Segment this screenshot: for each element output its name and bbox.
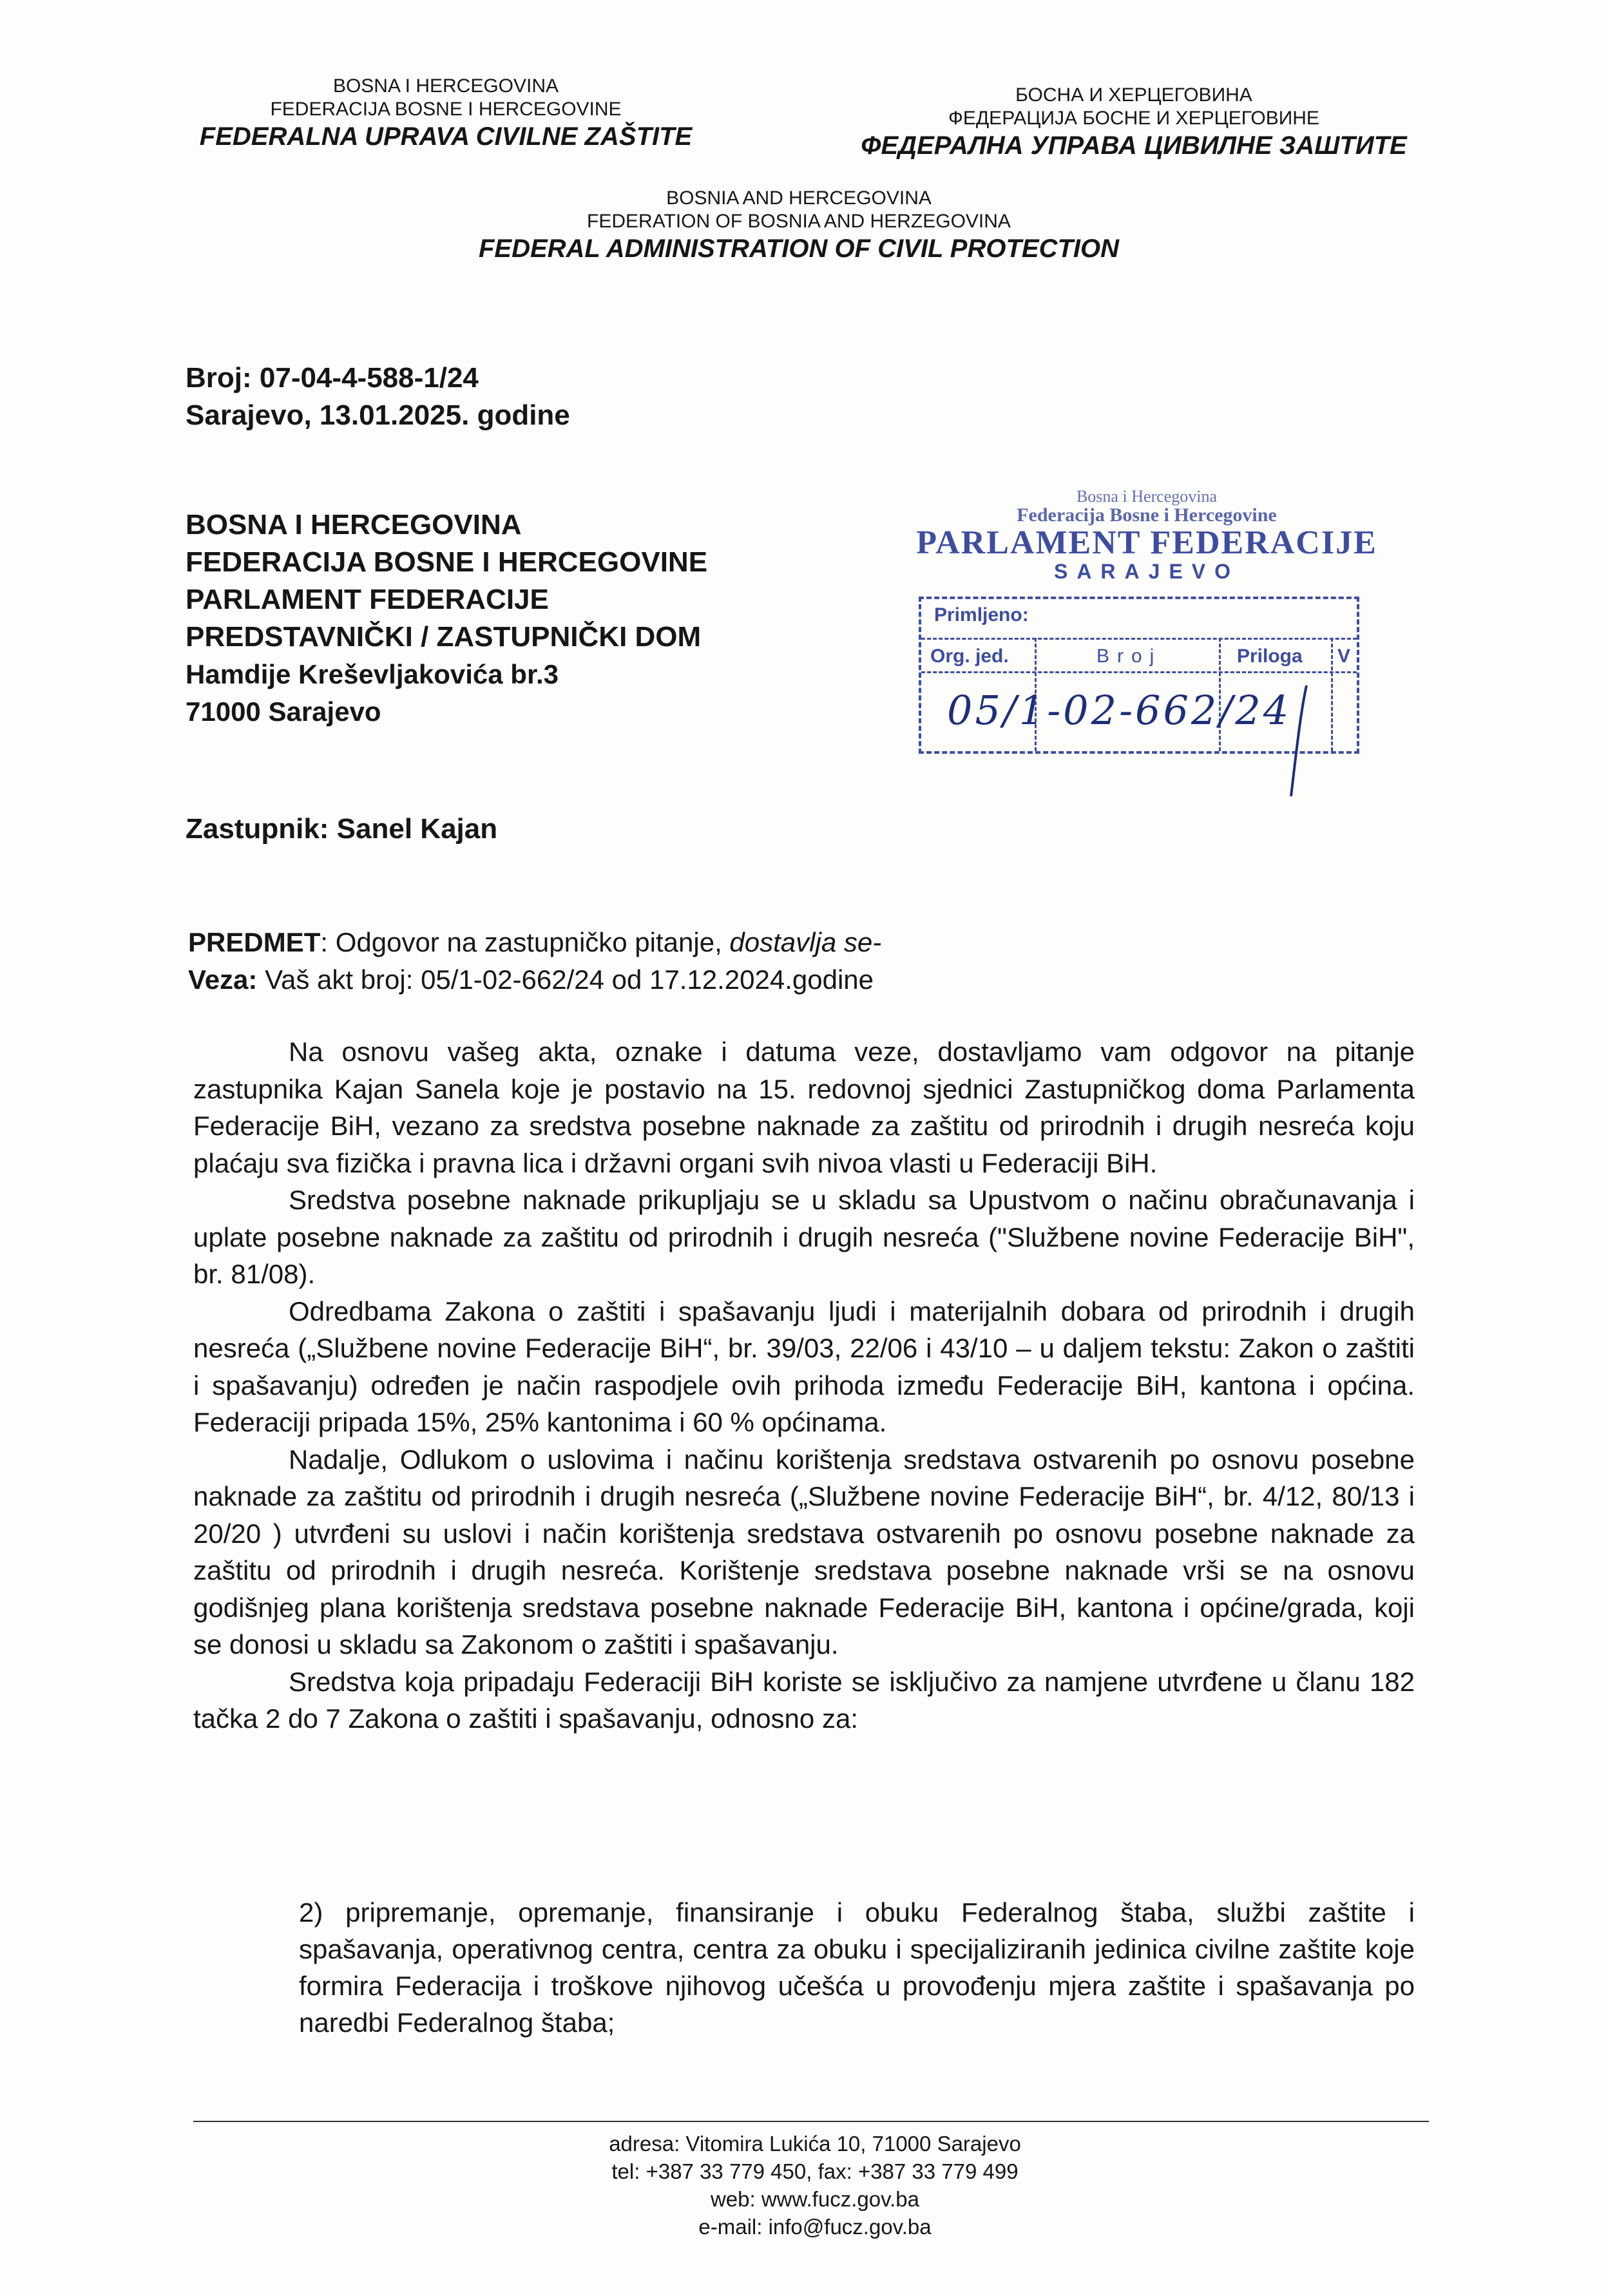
stamp-line2: Federacija Bosne i Hercegovine [1017,504,1277,526]
stamp-col-priloga: Priloga [1237,646,1303,667]
link-text: Vaš akt broj: 05/1-02-662/24 od 17.12.2024.godine [257,964,874,995]
body-paragraph-5: Sredstva koja pripadaju Federaciji BiH koriste se isključivo za namjene utvrđene u članu 182 tačka 2 do 7 Zakona o zaštiti i spašavanju, odnosno za: [193,1666,1415,1734]
addressee-city: 71000 Sarajevo [186,696,381,727]
reference-block [186,359,570,434]
footer-divider [193,2121,1429,2122]
footer [387,2130,1243,2241]
reference-number: Broj: 07-04-4-588-1/24 [186,362,479,394]
subject-line [188,924,881,961]
stamp-line3: PARLAMENT FEDERACIJE [916,524,1377,561]
stamp-divider [921,638,1357,640]
stamp-col-v: V [1337,646,1351,667]
stamp-col-org: Org. jed. [930,646,1009,667]
header-bs-line2: FEDERACIJA BOSNE I HERCEGOVINE [270,99,622,120]
deputy-name: Zastupnik: Sanel Kajan [186,813,498,845]
addressee-line1: BOSNA I HERCEGOVINA [186,509,522,541]
list-item-2 [299,1894,1596,2041]
subject-italic: dostavlja se- [729,927,882,957]
footer-web: web: www.fucz.gov.ba [710,2187,920,2211]
header-bs-line3: FEDERALNA UPRAVA CIVILNE ZAŠTITE [199,122,693,151]
header-en-line2: FEDERATION OF BOSNIA AND HERZEGOVINA [587,211,1011,232]
stamp-line4: SARAJEVO [1053,560,1240,583]
stamp-col-broj: Broj [1096,646,1162,667]
addressee-line4: PREDSTAVNIČKI / ZASTUPNIČKI DOM [186,621,702,653]
footer-address: adresa: Vitomira Lukića 10, 71000 Sarajevo [609,2132,1021,2156]
stamp-divider [921,671,1357,673]
link-line [188,961,881,999]
link-label: Veza: [188,964,258,995]
header-sr-line2: ФЕДЕРАЦИЈА БОСНЕ И ХЕРЦЕГОВИНЕ [948,108,1319,129]
addressee-block [186,506,707,731]
footer-phone: tel: +387 33 779 450, fax: +387 33 779 499 [611,2159,1019,2183]
stamp-line1: Bosna i Hercegovina [1076,487,1218,506]
body-paragraph-2: Sredstva posebne naknade prikupljaju se u skladu sa Upustvom o načinu obračunavanja i uplate posebne naknade za zaštitu od prirodnih i drugih nesreća ("Službene novine Federacije BiH", br. 81/08). [193,1185,1415,1289]
parliament-stamp [902,488,1392,582]
addressee-street: Hamdije Kreševljakovića br.3 [186,659,559,689]
footer-email: e-mail: info@fucz.gov.ba [698,2215,932,2239]
body-paragraph-1: Na osnovu vašeg akta, oznake i datuma veze, dostavljamo vam odgovor na pitanje zastupnika Kajan Sanela koje je postavio na 15. redovnoj sjednici Zastupničkog doma Parlamenta Federacije BiH, vezano za sredstva posebne naknade za zaštitu od prirodnih i drugih nesreća koju plaćaju sva fizička i pravna lica i državni organi svih nivoa vlasti u Federaciji BiH. [193,1037,1415,1178]
header-english [412,187,1185,264]
stamp-handwritten-number: 05/1-02-662/24 [947,687,1292,734]
handwritten-stroke [1282,683,1321,799]
addressee-line2: FEDERACIJA BOSNE I HERCEGOVINE [186,546,708,578]
subject-text: : Odgovor na zastupničko pitanje, [320,927,730,957]
letter-body [193,1033,1415,1737]
header-sr-line3: ФЕДЕРАЛНА УПРАВА ЦИВИЛНЕ ЗАШТИТЕ [861,131,1407,160]
header-en-line3: FEDERAL ADMINISTRATION OF CIVIL PROTECTION [478,234,1120,263]
list-item-2-text: 2) pripremanje, opremanje, finansiranje i obuku Federalnog štaba, službi zaštite i spašavanja, operativnog centra, centra za obuku i specijaliziranih jedinica civilne zaštite koje formira Federacija i troškove njihovog učešća u provođenju mjera zaštite i spašavanja po naredbi Federalnog štaba; [299,1897,1596,2038]
header-en-line1: BOSNIA AND HERCEGOVINA [666,187,932,209]
reference-date: Sarajevo, 13.01.2025. godine [186,399,570,431]
header-bosnian [182,75,710,152]
header-sr-line1: БОСНА И ХЕРЦЕГОВИНА [1015,84,1252,106]
stamp-received-label: Primljeno: [934,604,1029,626]
body-paragraph-4: Nadalje, Odlukom o uslovima i načinu korištenja sredstava ostvarenih po osnovu posebne naknade za zaštitu od prirodnih i drugih nesreća („Službene novine Federacije BiH“, br. 4/12, 80/13 i 20/20 ) utvrđeni su uslovi i način korištenja sredstava ostvarenih po osnovu posebne naknade za zaštitu od prirodnih i drugih nesreća. Korištenje sredstava posebne naknade vrši se na osnovu godišnjeg plana korištenja sredstava posebne naknade Federacije BiH, kantona i općine/grada, koji se donosi u skladu sa Zakonom o zaštiti i spašavanju. [193,1444,1415,1660]
stamp-column-divider [1331,638,1333,751]
subject-label: PREDMET [188,927,321,957]
header-bs-line1: BOSNA I HERCEGOVINA [332,75,559,97]
subject-block [188,924,881,999]
body-paragraph-3: Odredbama Zakona o zaštiti i spašavanju ljudi i materijalnih dobara od prirodnih i drugih nesreća („Službene novine Federacije BiH“, br. 39/03, 22/06 i 43/10 – u daljem tekstu: Zakon o zaštiti i spašavanju) određen je način raspodjele ovih prihoda između Federacije BiH, kantona i općina. Federaciji pripada 15%, 25% kantonima i 60 % općinama. [193,1296,1415,1437]
header-serbian [857,84,1411,161]
addressee-line3: PARLAMENT FEDERACIJE [186,584,549,615]
